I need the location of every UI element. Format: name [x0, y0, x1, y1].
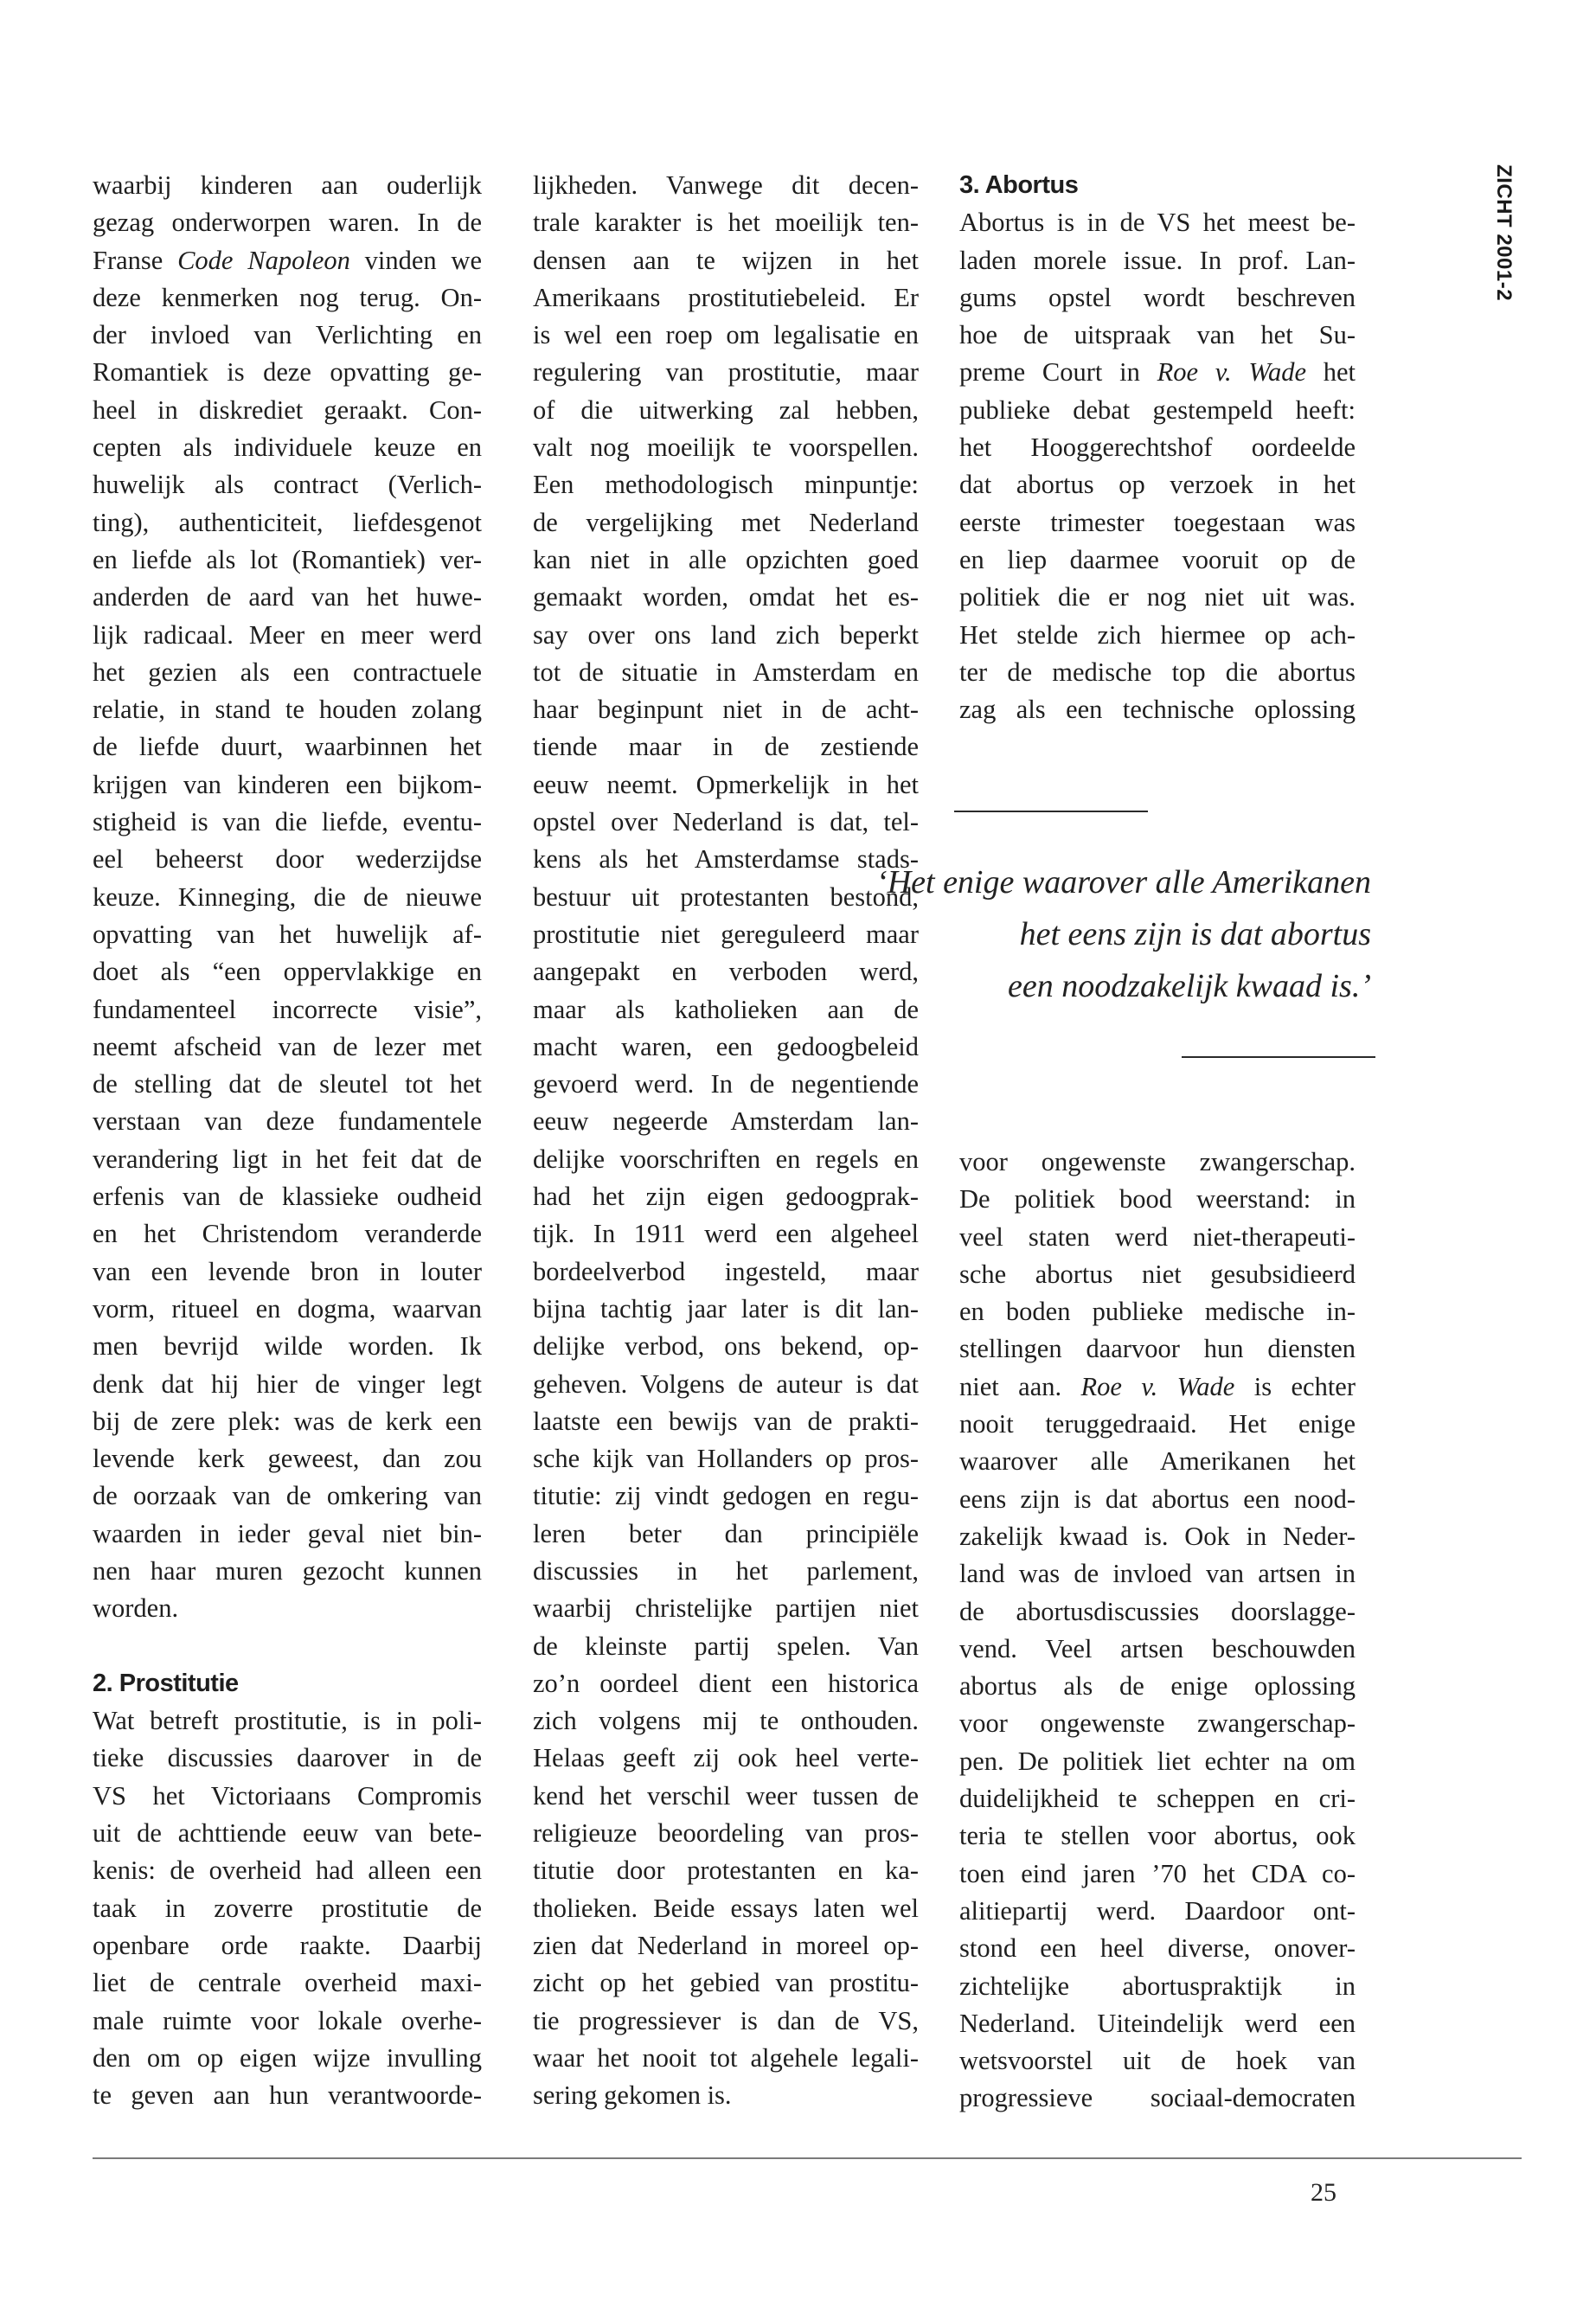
text-line: keuze. Kinneging, die de nieuwe: [93, 881, 482, 912]
text-line: en het Christendom veranderde: [93, 1219, 482, 1249]
text-line: titutie door protestanten en ka-: [533, 1856, 919, 1886]
text-line: zo’n oordeel dient een historica: [533, 1668, 919, 1698]
text-line: ting), authenticiteit, liefdesgenot: [93, 507, 482, 537]
text-line: tiende maar in de zestiende: [533, 732, 919, 762]
text-line: voor ongewenste zwangerschap.: [959, 1147, 1356, 1176]
pull-quote-line: ‘Het enige waarover alle Amerikanen: [876, 864, 1371, 901]
text-line: gezag onderworpen waren. In de: [93, 208, 482, 238]
text-line: macht waren, een gedoogbeleid: [533, 1031, 919, 1061]
text-line: wetsvoorstel uit de hoek van: [959, 2046, 1356, 2076]
text-line: veel staten werd niet-therapeuti-: [959, 1221, 1356, 1252]
text-line: eeuw neemt. Opmerkelijk in het: [533, 769, 919, 799]
text-line: tholieken. Beide essays laten wel: [533, 1893, 919, 1923]
text-line: toen eind jaren ’70 het CDA co-: [959, 1858, 1356, 1888]
text-line: dat abortus op verzoek in het: [959, 470, 1356, 500]
text-column-2: [533, 167, 919, 2114]
text-line: sche abortus niet gesubsidieerd: [959, 1259, 1356, 1289]
pull-quote-line: een noodzakelijk kwaad is.’: [1007, 968, 1371, 1004]
text-line: teria te stellen voor abortus, ook: [959, 1821, 1356, 1851]
text-line: cepten als individuele keuze en: [93, 433, 482, 463]
text-line: de liefde duurt, waarbinnen het: [93, 732, 482, 762]
text-line: Franse Code Napoleon vinden we: [93, 245, 482, 275]
text-line: zakelijk kwaad is. Ook in Neder-: [959, 1521, 1356, 1551]
text-line: tieke discussies daarover in de: [93, 1743, 482, 1773]
footer-rule: [93, 2157, 1522, 2159]
text-line: eel beheerst door wederzijdse: [93, 844, 482, 875]
text-line: de vergelijking met Nederland: [533, 507, 919, 537]
text-line: De politiek bood weerstand: in: [959, 1184, 1356, 1215]
text-line: lijk radicaal. Meer en meer werd: [93, 619, 482, 650]
pull-quote-line: het eens zijn is dat abortus: [1019, 916, 1371, 952]
text-line: fundamenteel incorrecte visie”,: [93, 994, 482, 1024]
text-line: laden morele issue. In prof. Lan-: [959, 245, 1356, 275]
text-line: aangepakt en verboden werd,: [533, 957, 919, 987]
text-line: Helaas geeft zij ook heel verte-: [533, 1743, 919, 1773]
text-line: doet als “een oppervlakkige en: [93, 957, 482, 987]
text-line: zag als een technische oplossing: [959, 695, 1356, 725]
text-line: leren beter dan principiële: [533, 1518, 919, 1548]
text-line: had het zijn eigen gedoogprak-: [533, 1182, 919, 1212]
text-line: de kleinste partij spelen. Van: [533, 1631, 919, 1661]
text-line: kenis: de overheid had alleen een: [93, 1856, 482, 1886]
text-line: Amerikaans prostitutiebeleid. Er: [533, 282, 919, 312]
text-line: het gezien als een contractuele: [93, 657, 482, 687]
text-line: regulering van prostitutie, maar: [533, 357, 919, 388]
text-line: en boden publieke medische in-: [959, 1297, 1356, 1327]
pull-quote: [766, 856, 1371, 1012]
text-line: trale karakter is het moeilijk ten-: [533, 208, 919, 238]
text-line: voor ongewenste zwangerschap-: [959, 1708, 1356, 1739]
text-line: discussies in het parlement,: [533, 1555, 919, 1586]
text-line: delijke voorschriften en regels en: [533, 1144, 919, 1174]
text-line: eeuw negeerde Amsterdam lan-: [533, 1106, 919, 1137]
text-line: anderden de aard van het huwe-: [93, 582, 482, 612]
text-line: stellingen daarvoor hun diensten: [959, 1334, 1356, 1364]
text-line: hoe de uitspraak van het Su-: [959, 320, 1356, 350]
text-line: tie progressiever is dan de VS,: [533, 2005, 919, 2035]
text-line: densen aan te wijzen in het: [533, 245, 919, 275]
text-line: laatste een bewijs van de prakti-: [533, 1406, 919, 1436]
text-line: opstel over Nederland is dat, tel-: [533, 807, 919, 837]
text-line: men bevrijd wilde worden. Ik: [93, 1331, 482, 1362]
text-line: niet aan. Roe v. Wade is echter: [959, 1371, 1356, 1401]
text-line: eerste trimester toegestaan was: [959, 507, 1356, 537]
text-line: het Hooggerechtshof oordeelde: [959, 433, 1356, 463]
text-line: gevoerd werd. In de negentiende: [533, 1069, 919, 1099]
text-line: progressieve sociaal-democraten: [959, 2083, 1356, 2113]
text-line: kan niet in alle opzichten goed: [533, 544, 919, 574]
text-line: tijk. In 1911 werd een algeheel: [533, 1219, 919, 1249]
text-line: zichtelijke abortuspraktijk in: [959, 1971, 1356, 2001]
text-line: bijna tachtig jaar later is dit lan-: [533, 1293, 919, 1324]
pull-quote-top-rule: [954, 811, 1148, 812]
text-line: publieke debat gestempeld heeft:: [959, 394, 1356, 425]
text-line: is wel een roep om legalisatie en: [533, 320, 919, 350]
text-line: stond een heel diverse, onover-: [959, 1933, 1356, 1964]
text-line: sche kijk van Hollanders op pros-: [533, 1444, 919, 1474]
text-line: haar beginpunt niet in de acht-: [533, 695, 919, 725]
text-line: ter de medische top die abortus: [959, 657, 1356, 687]
text-line: Abortus is in de VS het meest be-: [959, 208, 1356, 238]
text-line: say over ons land zich beperkt: [533, 619, 919, 650]
italic-title: Roe v. Wade: [1157, 357, 1307, 388]
text-line: valt nog moeilijk te voorspellen.: [533, 433, 919, 463]
text-line: den om op eigen wijze invulling: [93, 2042, 482, 2073]
text-line: zien dat Nederland in moreel op-: [533, 1930, 919, 1960]
text-line: gums opstel wordt beschreven: [959, 282, 1356, 312]
text-line: alitiepartij werd. Daardoor ont-: [959, 1895, 1356, 1926]
text-line: waarden in ieder geval niet bin-: [93, 1518, 482, 1548]
pull-quote-bottom-rule: [1182, 1056, 1375, 1058]
section-heading-prostitutie: 2. Prostitutie: [93, 1669, 239, 1697]
section-gap: [93, 1628, 482, 1665]
text-line: verandering ligt in het feit dat de: [93, 1144, 482, 1174]
text-line: deze kenmerken nog terug. On-: [93, 282, 482, 312]
text-line: de oorzaak van de omkering van: [93, 1481, 482, 1511]
italic-title: Code Napoleon: [177, 245, 350, 275]
text-line: of die uitwerking zal hebben,: [533, 394, 919, 425]
text-line: neemt afscheid van de lezer met: [93, 1031, 482, 1061]
column-1-paragraph-b: [93, 1702, 482, 2114]
text-line: denk dat hij hier de vinger legt: [93, 1368, 482, 1399]
page-number: 25: [1311, 2178, 1336, 2207]
text-line: geheven. Volgens de auteur is dat: [533, 1368, 919, 1399]
text-line: VS het Victoriaans Compromis: [93, 1780, 482, 1811]
text-line: en liep daarmee vooruit op de: [959, 544, 1356, 574]
text-line: bij de zere plek: was de kerk een: [93, 1406, 482, 1436]
italic-title: Roe v. Wade: [1080, 1371, 1235, 1401]
text-line: worden.: [93, 1593, 179, 1624]
text-line: opvatting van het huwelijk af-: [93, 919, 482, 949]
text-line: vend. Veel artsen beschouwden: [959, 1633, 1356, 1663]
text-line: vorm, ritueel en dogma, waarvan: [93, 1293, 482, 1324]
text-line: relatie, in stand te houden zolang: [93, 695, 482, 725]
text-line: religieuze beoordeling van pros-: [533, 1818, 919, 1849]
column-3-paragraph-a: [959, 204, 1356, 728]
text-line: zicht op het gebied van prostitu-: [533, 1968, 919, 1998]
text-line: lijkheden. Vanwege dit decen-: [533, 170, 919, 200]
text-line: heel in diskrediet geraakt. Con-: [93, 394, 482, 425]
text-line: land was de invloed van artsen in: [959, 1559, 1356, 1589]
text-line: waar het nooit tot algehele legali-: [533, 2042, 919, 2073]
text-line: kend het verschil weer tussen de: [533, 1780, 919, 1811]
text-line: tot de situatie in Amsterdam en: [533, 657, 919, 687]
journal-issue-label: ZICHT 2001-2: [1492, 164, 1516, 302]
text-line: krijgen van kinderen een bijkom-: [93, 769, 482, 799]
text-line: en liefde als lot (Romantiek) ver-: [93, 544, 482, 574]
column-2-paragraph: [533, 167, 919, 2114]
text-line: kens als het Amsterdamse stads-: [533, 844, 919, 875]
text-line: Wat betreft prostitutie, is in poli-: [93, 1706, 482, 1736]
text-line: Een methodologisch minpuntje:: [533, 470, 919, 500]
text-line: Nederland. Uiteindelijk werd een: [959, 2008, 1356, 2038]
text-line: preme Court in Roe v. Wade het: [959, 357, 1356, 388]
text-line: nooit teruggedraaid. Het enige: [959, 1409, 1356, 1439]
text-line: taak in zoverre prostitutie de: [93, 1893, 482, 1923]
text-line: bordeelverbod ingesteld, maar: [533, 1256, 919, 1286]
text-line: bestuur uit protestanten bestond,: [533, 881, 919, 912]
text-line: sering gekomen is.: [533, 2080, 732, 2111]
text-line: waarover alle Amerikanen het: [959, 1446, 1356, 1477]
text-line: abortus als de enige oplossing: [959, 1671, 1356, 1702]
text-line: gemaakt worden, omdat het es-: [533, 582, 919, 612]
text-line: zich volgens mij te onthouden.: [533, 1706, 919, 1736]
text-line: titutie: zij vindt gedogen en regu-: [533, 1481, 919, 1511]
text-line: waarbij kinderen aan ouderlijk: [93, 170, 482, 200]
text-line: der invloed van Verlichting en: [93, 320, 482, 350]
text-line: maar als katholieken aan de: [533, 994, 919, 1024]
text-line: van een levende bron in louter: [93, 1256, 482, 1286]
text-column-3-bottom: [959, 1144, 1356, 2118]
text-line: Romantiek is deze opvatting ge-: [93, 357, 482, 388]
text-line: Het stelde zich hiermee op ach-: [959, 619, 1356, 650]
text-line: levende kerk geweest, dan zou: [93, 1444, 482, 1474]
text-line: te geven aan hun verantwoorde-: [93, 2080, 482, 2111]
text-line: duidelijkheid te scheppen en cri-: [959, 1784, 1356, 1814]
text-line: de stelling dat de sleutel tot het: [93, 1069, 482, 1099]
text-line: waarbij christelijke partijen niet: [533, 1593, 919, 1624]
text-line: nen haar muren gezocht kunnen: [93, 1555, 482, 1586]
text-line: verstaan van deze fundamentele: [93, 1106, 482, 1137]
text-line: openbare orde raakte. Daarbij: [93, 1930, 482, 1960]
text-line: pen. De politiek liet echter na om: [959, 1746, 1356, 1776]
text-column-1: [93, 167, 482, 2114]
text-line: erfenis van de klassieke oudheid: [93, 1182, 482, 1212]
column-3-paragraph-b: [959, 1144, 1356, 2118]
text-line: stigheid is van die liefde, eventu-: [93, 807, 482, 837]
section-heading-abortus: 3. Abortus: [959, 171, 1079, 199]
text-line: uit de achttiende eeuw van bete-: [93, 1818, 482, 1849]
text-line: huwelijk als contract (Verlich-: [93, 470, 482, 500]
text-line: de abortusdiscussies doorslagge-: [959, 1596, 1356, 1626]
column-1-paragraph-a: [93, 167, 482, 1628]
text-line: liet de centrale overheid maxi-: [93, 1968, 482, 1998]
text-line: eens zijn is dat abortus een nood-: [959, 1484, 1356, 1514]
text-column-3-top: [959, 167, 1356, 728]
text-line: delijke verbod, ons bekend, op-: [533, 1331, 919, 1362]
text-line: politiek die er nog niet uit was.: [959, 582, 1356, 612]
running-head: [1488, 164, 1516, 303]
text-line: male ruimte voor lokale overhe-: [93, 2005, 482, 2035]
text-line: prostitutie niet gereguleerd maar: [533, 919, 919, 949]
